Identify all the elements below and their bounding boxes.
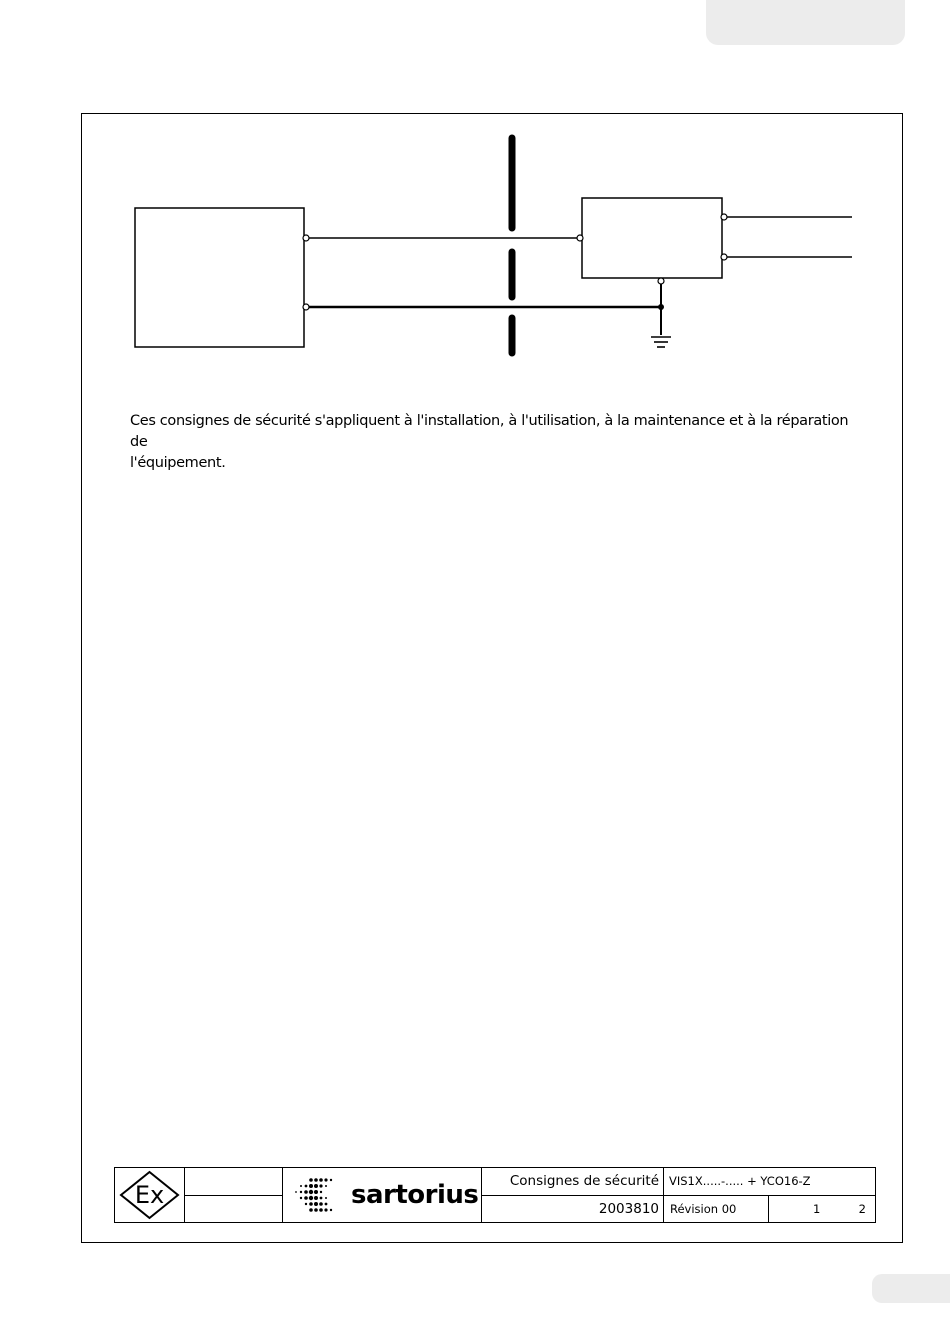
junction-dot	[658, 304, 664, 310]
right-terminal-in	[577, 235, 583, 241]
right-terminal-out-1	[721, 214, 727, 220]
page-info	[769, 1195, 876, 1223]
doc-title: Consignes de sécurité	[482, 1168, 664, 1196]
right-terminal-bottom	[658, 278, 664, 284]
left-terminal-1	[303, 235, 309, 241]
title-block	[114, 1167, 876, 1223]
page-number: 1	[813, 1201, 821, 1216]
revision: Révision 00	[664, 1195, 769, 1223]
right-terminal-out-2	[721, 254, 727, 260]
left-terminal-2	[303, 304, 309, 310]
blank-cell-top	[185, 1168, 283, 1196]
page-tab-bottom	[872, 1274, 950, 1303]
svg-text:Ex: Ex	[134, 1181, 165, 1209]
right-device-box	[582, 198, 722, 278]
blank-cell-bottom	[185, 1195, 283, 1223]
brand-name: sartorius	[351, 1180, 479, 1210]
wiring-diagram	[0, 0, 950, 400]
atex-ex-icon	[115, 1168, 184, 1222]
sartorius-dots-icon	[291, 1176, 337, 1214]
brand-cell	[283, 1168, 482, 1223]
ground-icon	[651, 337, 671, 347]
total-pages: 2	[858, 1201, 866, 1216]
intro-text: Ces consignes de sécurité s'appliquent à l'installation, à l'utilisation, à la maintenance et à la réparation de l'équipement.	[130, 413, 849, 471]
left-device-box	[135, 208, 304, 347]
model-number: VIS1X.....-..... + YCO16-Z	[664, 1168, 876, 1196]
doc-number: 2003810	[482, 1195, 664, 1223]
ex-logo	[115, 1168, 184, 1222]
ex-logo-cell	[115, 1168, 185, 1223]
